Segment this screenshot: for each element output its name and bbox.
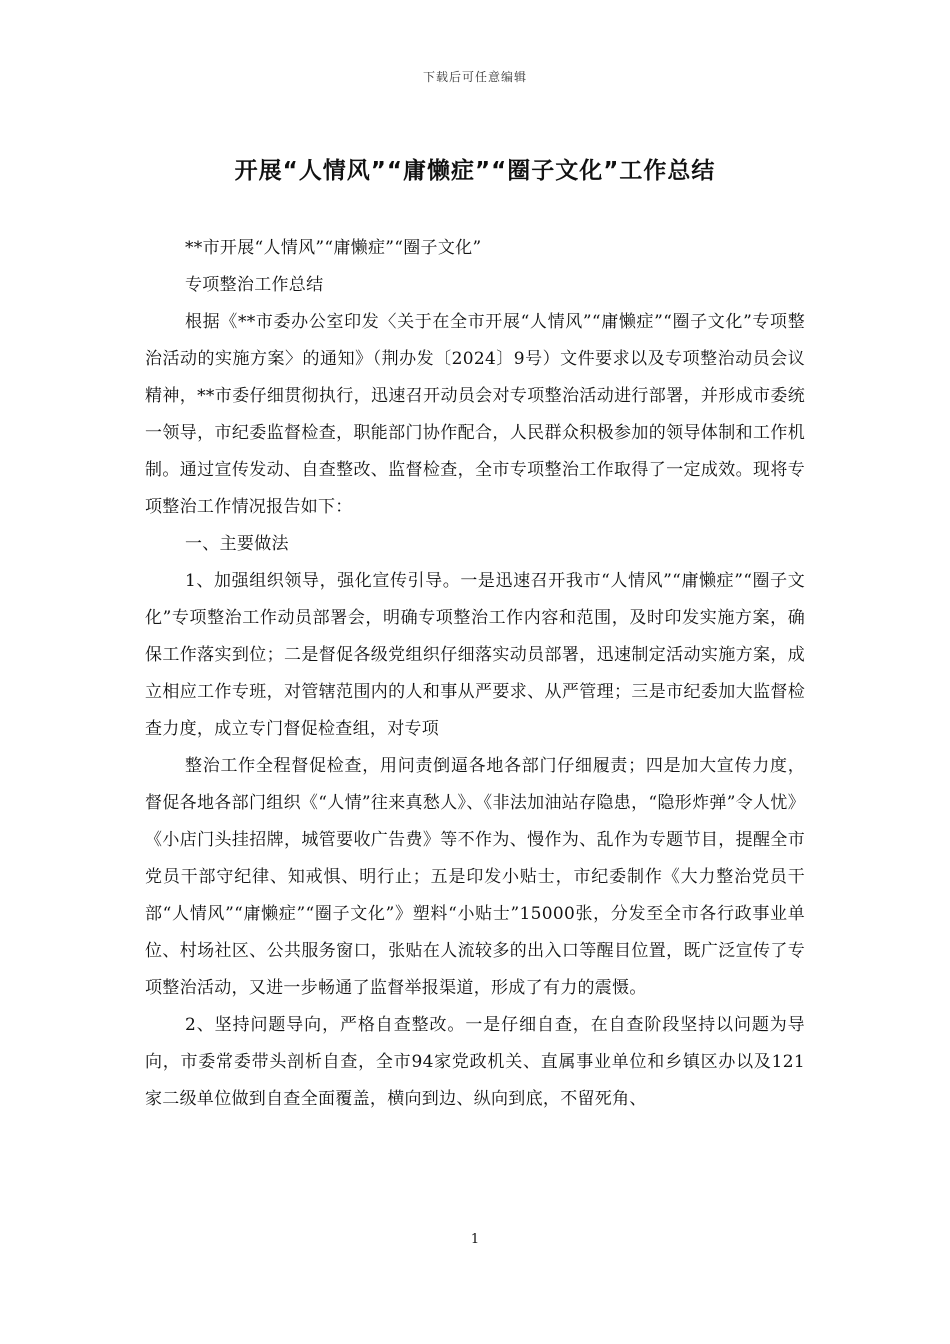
paragraph-item-2: 2、坚持问题导向，严格自查整改。一是仔细自查，在自查阶段坚持以问题为导向，市委常委带头剖析自查，全市94家党政机关、直属事业单位和乡镇区办以及121家二级单位做到自查全面覆盖，横向到边、纵向到底，不留死角、: [145, 1015, 805, 1109]
paragraph-item-1-continued: 整治工作全程督促检查，用问责倒逼各地各部门仔细履责；四是加大宣传力度，督促各地各部门组织《“人情”往来真愁人》、《非法加油站存隐患，“隐形炸弹”令人忧》《小店门头挂招牌，城管要收广告费》等不作为、慢作为、乱作为专题节目，提醒全市党员干部守纪律、知戒惧、明行止；五是印发小贴士，市纪委制作《大力整治党员干部“人情风”“庸懒症”“圈子文化”》塑料“小贴士”15000张，分发至全市各行政事业单位、村场社区、公共服务窗口，张贴在人流较多的出入口等醒目位置，既广泛宣传了专项整治活动，又进一步畅通了监督举报渠道，形成了有力的震慑。: [145, 756, 805, 998]
header-note: 下载后可任意编辑: [422, 70, 527, 84]
paragraph-subtitle-line1: **市开展“人情风”“庸懒症”“圈子文化”: [185, 238, 482, 258]
document-body: [145, 230, 805, 1118]
page-number: 1: [470, 1232, 480, 1247]
section-heading: 一、主要做法: [185, 534, 289, 554]
paragraph-subtitle-line2: 专项整治工作总结: [185, 275, 324, 295]
paragraph-intro: 根据《**市委办公室印发〈关于在全市开展“人情风”“庸懒症”“圈子文化”专项整治活动的实施方案〉的通知》（荆办发〔2024〕9号）文件要求以及专项整治动员会议精神，**市委仔细贯彻执行，迅速召开动员会对专项整治活动进行部署，并形成市委统一领导，市纪委监督检查，职能部门协作配合，人民群众积极参加的领导体制和工作机制。通过宣传发动、自查整改、监督检查，全市专项整治工作取得了一定成效。现将专项整治工作情况报告如下：: [145, 312, 805, 517]
paragraph-item-1: 1、加强组织领导，强化宣传引导。一是迅速召开我市“人情风”“庸懒症”“圈子文化”专项整治工作动员部署会，明确专项整治工作内容和范围，及时印发实施方案，确保工作落实到位；二是督促各级党组织仔细落实动员部署，迅速制定活动实施方案，成立相应工作专班，对管辖范围内的人和事从严要求、从严管理；三是市纪委加大监督检查力度，成立专门督促检查组，对专项: [145, 571, 805, 739]
document-title: 开展“人情风”“庸懒症”“圈子文化”工作总结: [234, 158, 716, 184]
